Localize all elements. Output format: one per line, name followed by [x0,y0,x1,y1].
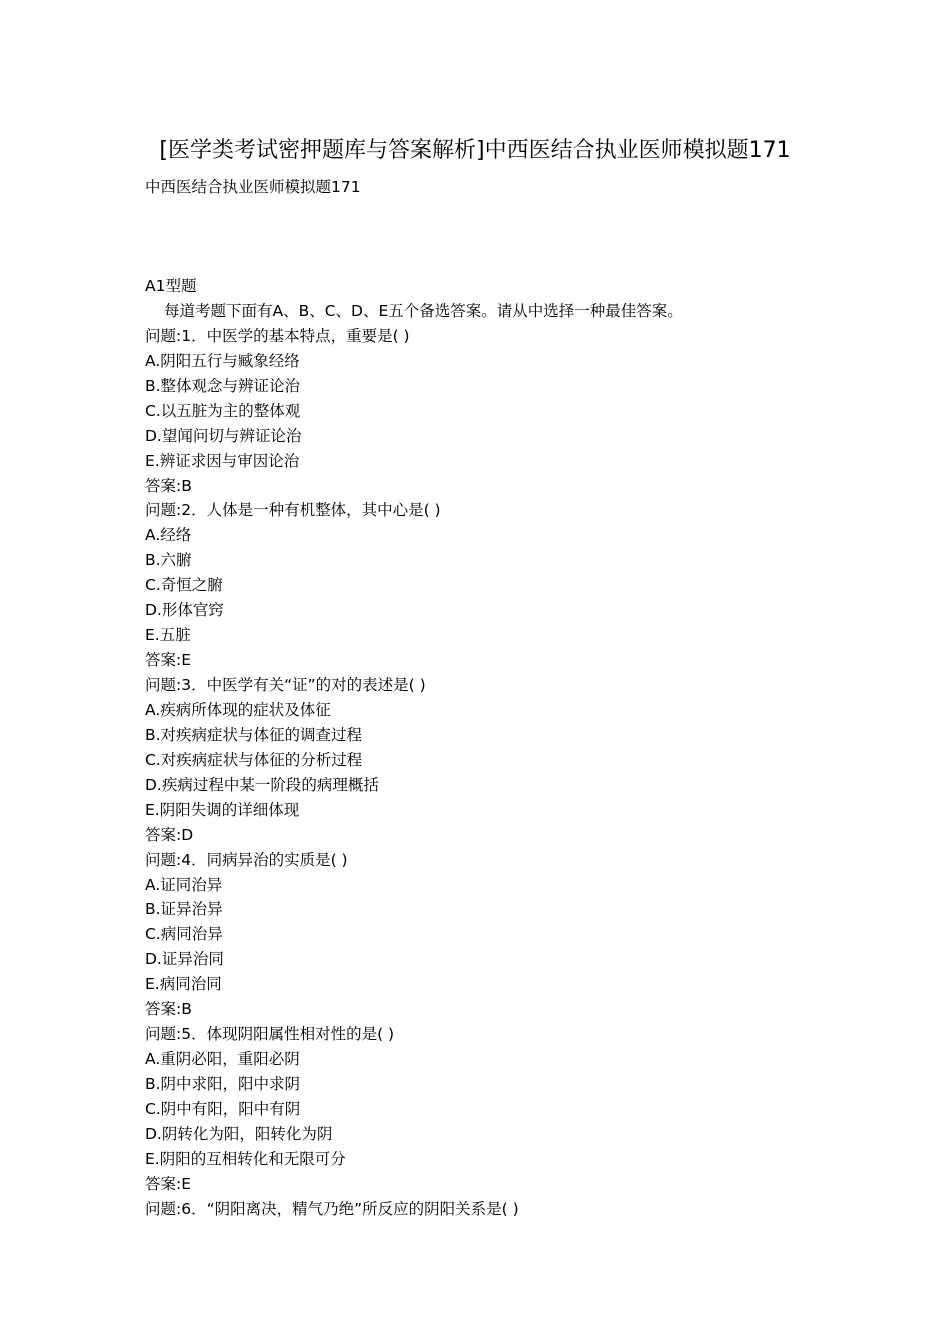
question-answer: 答案:E [145,651,192,670]
option-c: C.以五脏为主的整体观 [145,401,301,420]
document-subtitle: 中西医结合执业医师模拟题171 [145,178,361,196]
option-e: E.五脏 [145,626,191,645]
option-c: C.奇恒之腑 [145,576,223,595]
question-answer: 答案:B [145,1000,192,1019]
option-e: E.病同治同 [145,975,222,994]
option-c: C.对疾病症状与体征的分析过程 [145,750,363,769]
option-e: E.阴阳失调的详细体现 [145,800,300,819]
option-e: E.阴阳的互相转化和无限可分 [145,1149,346,1168]
document-body [145,274,845,1222]
option-b: B.六腑 [145,551,192,570]
option-d: D.望闻问切与辨证论治 [145,426,302,445]
option-c: C.阴中有阳，阳中有阴 [145,1099,301,1118]
question-prompt: 问题:6．“阴阳离决，精气乃绝”所反应的阴阳关系是( ) [145,1199,519,1218]
question-1 [145,324,845,499]
question-5 [145,1022,845,1197]
option-c: C.病同治异 [145,925,223,944]
option-d: D.疾病过程中某一阶段的病理概括 [145,775,379,794]
option-d: D.阴转化为阳，阳转化为阴 [145,1124,333,1143]
option-e: E.辨证求因与审因论治 [145,451,300,470]
question-answer: 答案:B [145,476,192,495]
option-a: A.重阴必阳，重阳必阴 [145,1050,300,1069]
question-prompt: 问题:5．体现阴阳属性相对性的是( ) [145,1025,395,1044]
section-a1 [145,274,845,324]
section-heading: A1型题 [145,277,197,295]
option-a: A.经络 [145,526,192,545]
document-title: [医学类考试密押题库与答案解析]中西医结合执业医师模拟题171 [159,138,791,163]
question-4 [145,848,845,1023]
question-prompt: 问题:1．中医学的基本特点，重要是( ) [145,326,410,345]
question-2 [145,498,845,673]
section-instruction: 每道考题下面有A、B、C、D、E五个备选答案。请从中选择一种最佳答案。 [164,301,683,320]
option-b: B.证异治异 [145,900,223,919]
option-a: A.证同治异 [145,875,223,894]
question-answer: 答案:D [145,825,194,844]
option-b: B.整体观念与辨证论治 [145,376,301,395]
question-prompt: 问题:2．人体是一种有机整体，其中心是( ) [145,501,441,520]
question-answer: 答案:E [145,1174,192,1193]
question-prompt: 问题:3．中医学有关“证”的对的表述是( ) [145,676,426,694]
question-3 [145,673,845,848]
option-d: D.证异治同 [145,950,224,969]
option-a: A.阴阳五行与臧象经络 [145,351,300,370]
question-prompt: 问题:4．同病异治的实质是( ) [145,850,348,869]
option-d: D.形体官窍 [145,601,224,620]
option-b: B.阴中求阳，阳中求阴 [145,1075,301,1093]
option-a: A.疾病所体现的症状及体征 [145,700,331,719]
option-b: B.对疾病症状与体征的调查过程 [145,725,363,744]
question-6 [145,1197,845,1222]
